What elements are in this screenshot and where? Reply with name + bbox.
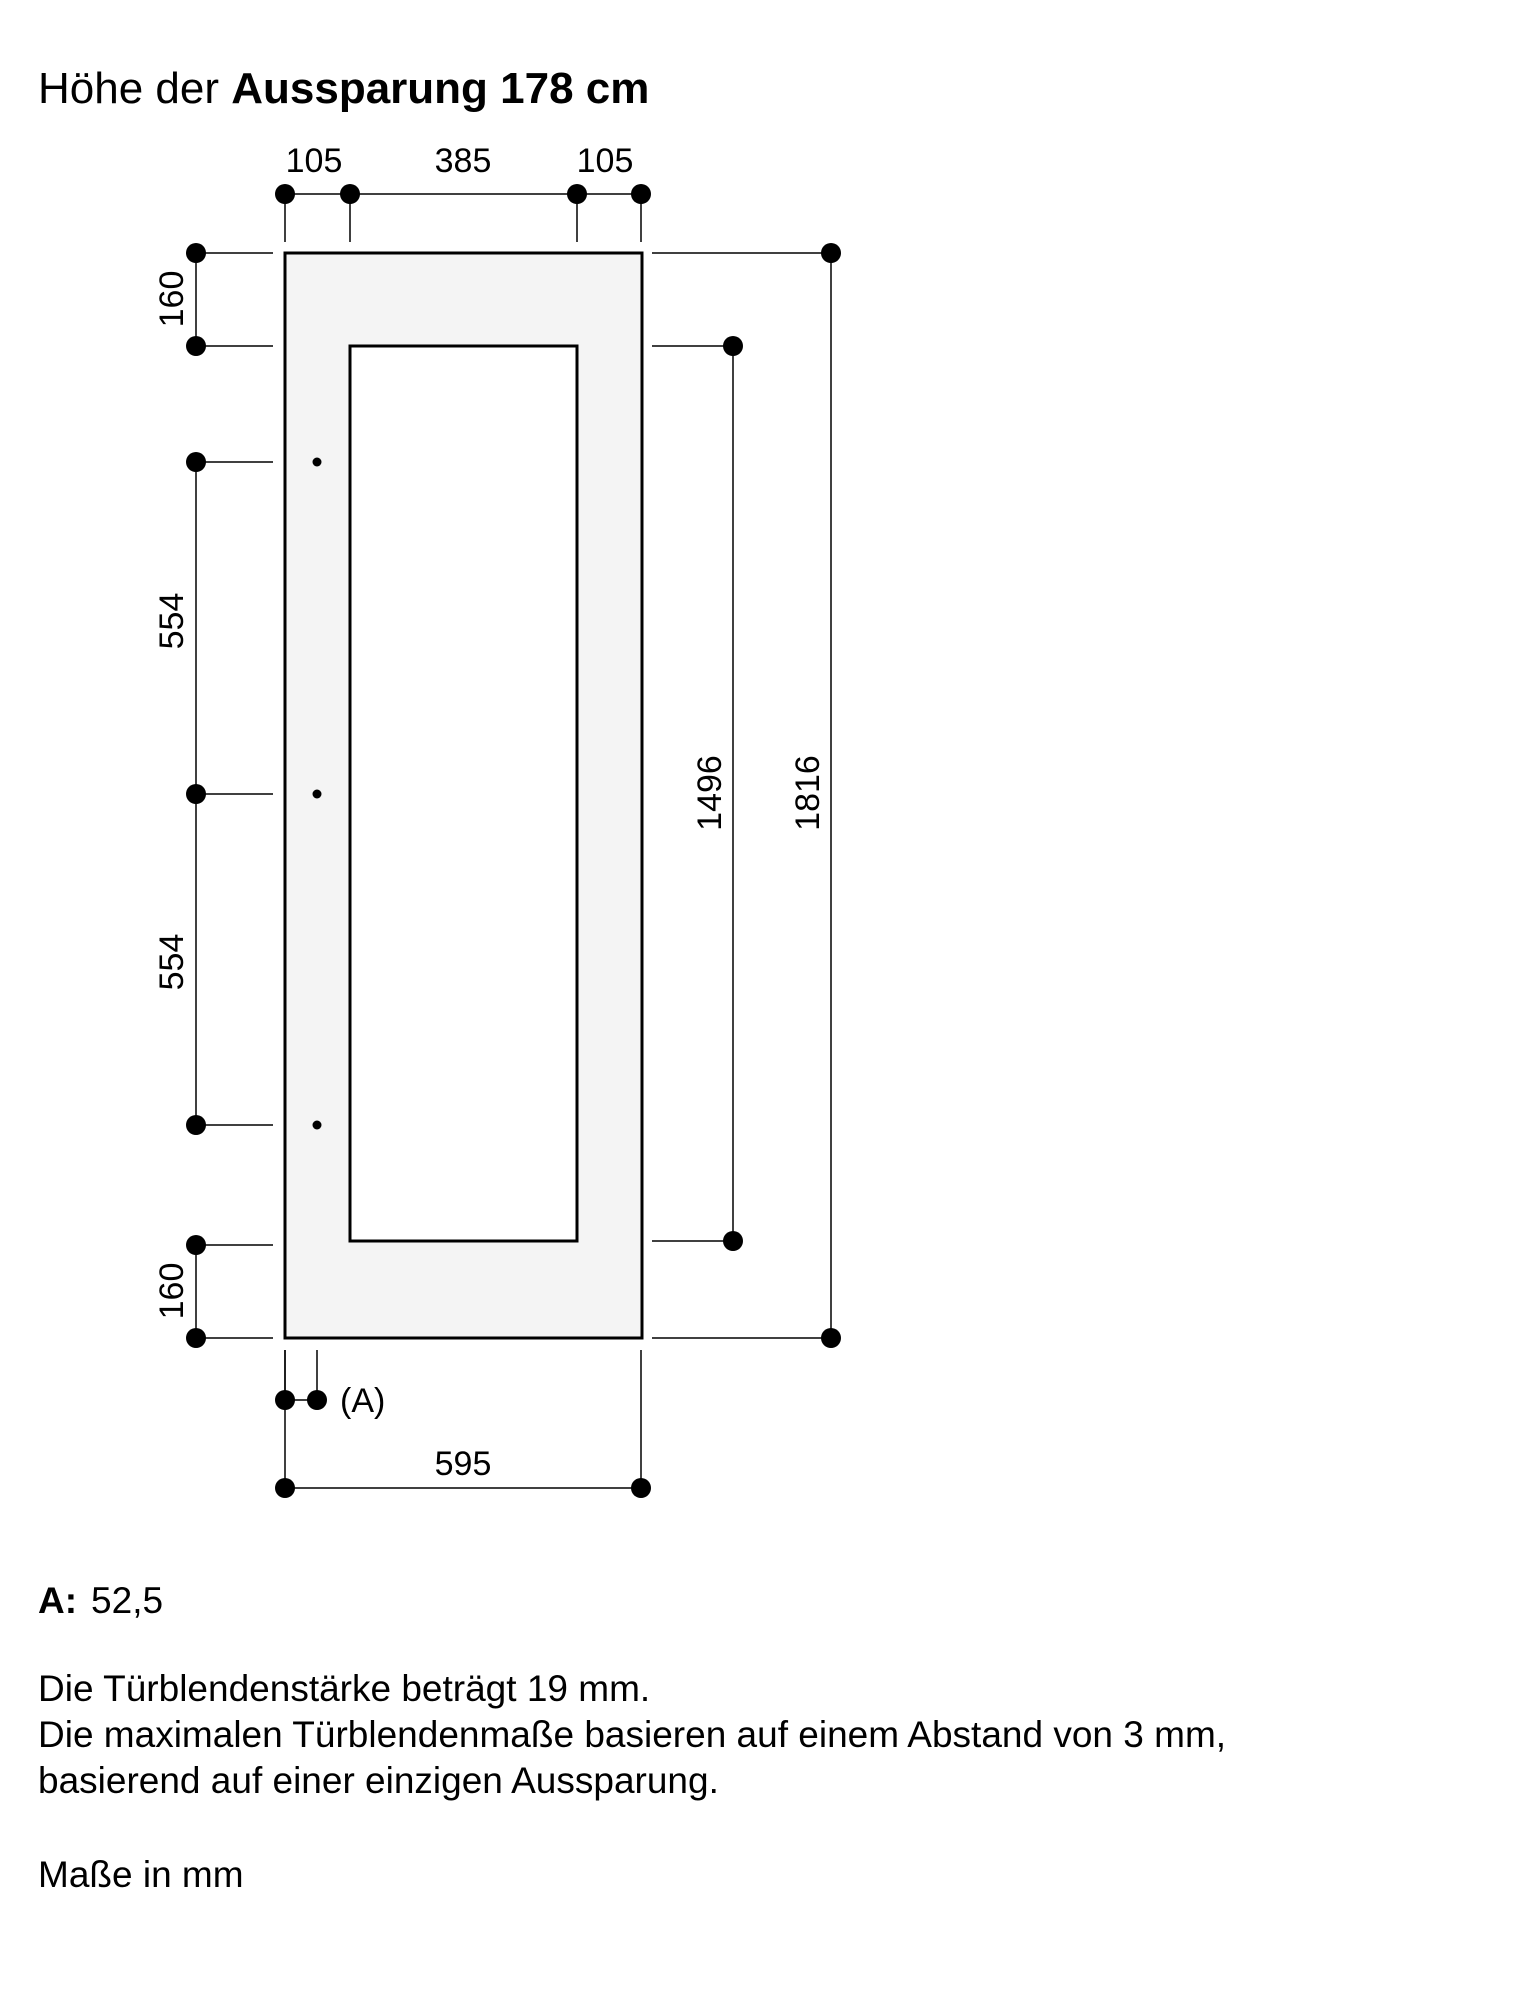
top-dimension [285,194,641,242]
hinge-hole-middle [313,790,322,799]
left-dimension [196,253,273,1338]
note-line-1: Die Türblendenstärke beträgt 19 mm. [38,1668,651,1709]
hinge-hole-bottom [313,1121,322,1130]
label-marker-a: (A) [340,1382,386,1420]
notes [38,1578,1226,1898]
hinge-hole-top [313,458,322,467]
note-line-3: basierend auf einer einzigen Aussparung. [38,1760,719,1801]
left-dimension-dots [186,243,206,1348]
note-a-key: A: [38,1580,78,1621]
label-total-width: 595 [434,1445,492,1483]
label-total-height: 1816 [789,755,827,831]
note-units: Maße in mm [38,1854,244,1895]
label-top-left-margin: 105 [285,142,343,180]
title-prefix: Höhe der [38,64,232,113]
label-left-upper-spacing: 554 [153,592,191,650]
inner-cutout-outline [350,346,577,1241]
note-line-2: Die maximalen Türblendenmaße basieren auf einem Abstand von 3 mm, [38,1714,1227,1755]
note-a-value: 52,5 [91,1580,164,1621]
label-inner-height: 1496 [691,755,729,831]
title-emphasis: Aussparung 178 cm [231,64,650,113]
label-top-right-margin: 105 [576,142,634,180]
label-left-bottom-margin: 160 [153,1262,191,1320]
label-top-inner-width: 385 [434,142,492,180]
label-left-lower-spacing: 554 [153,933,191,991]
label-left-top-margin: 160 [153,270,191,328]
note-a [38,1578,1226,1624]
